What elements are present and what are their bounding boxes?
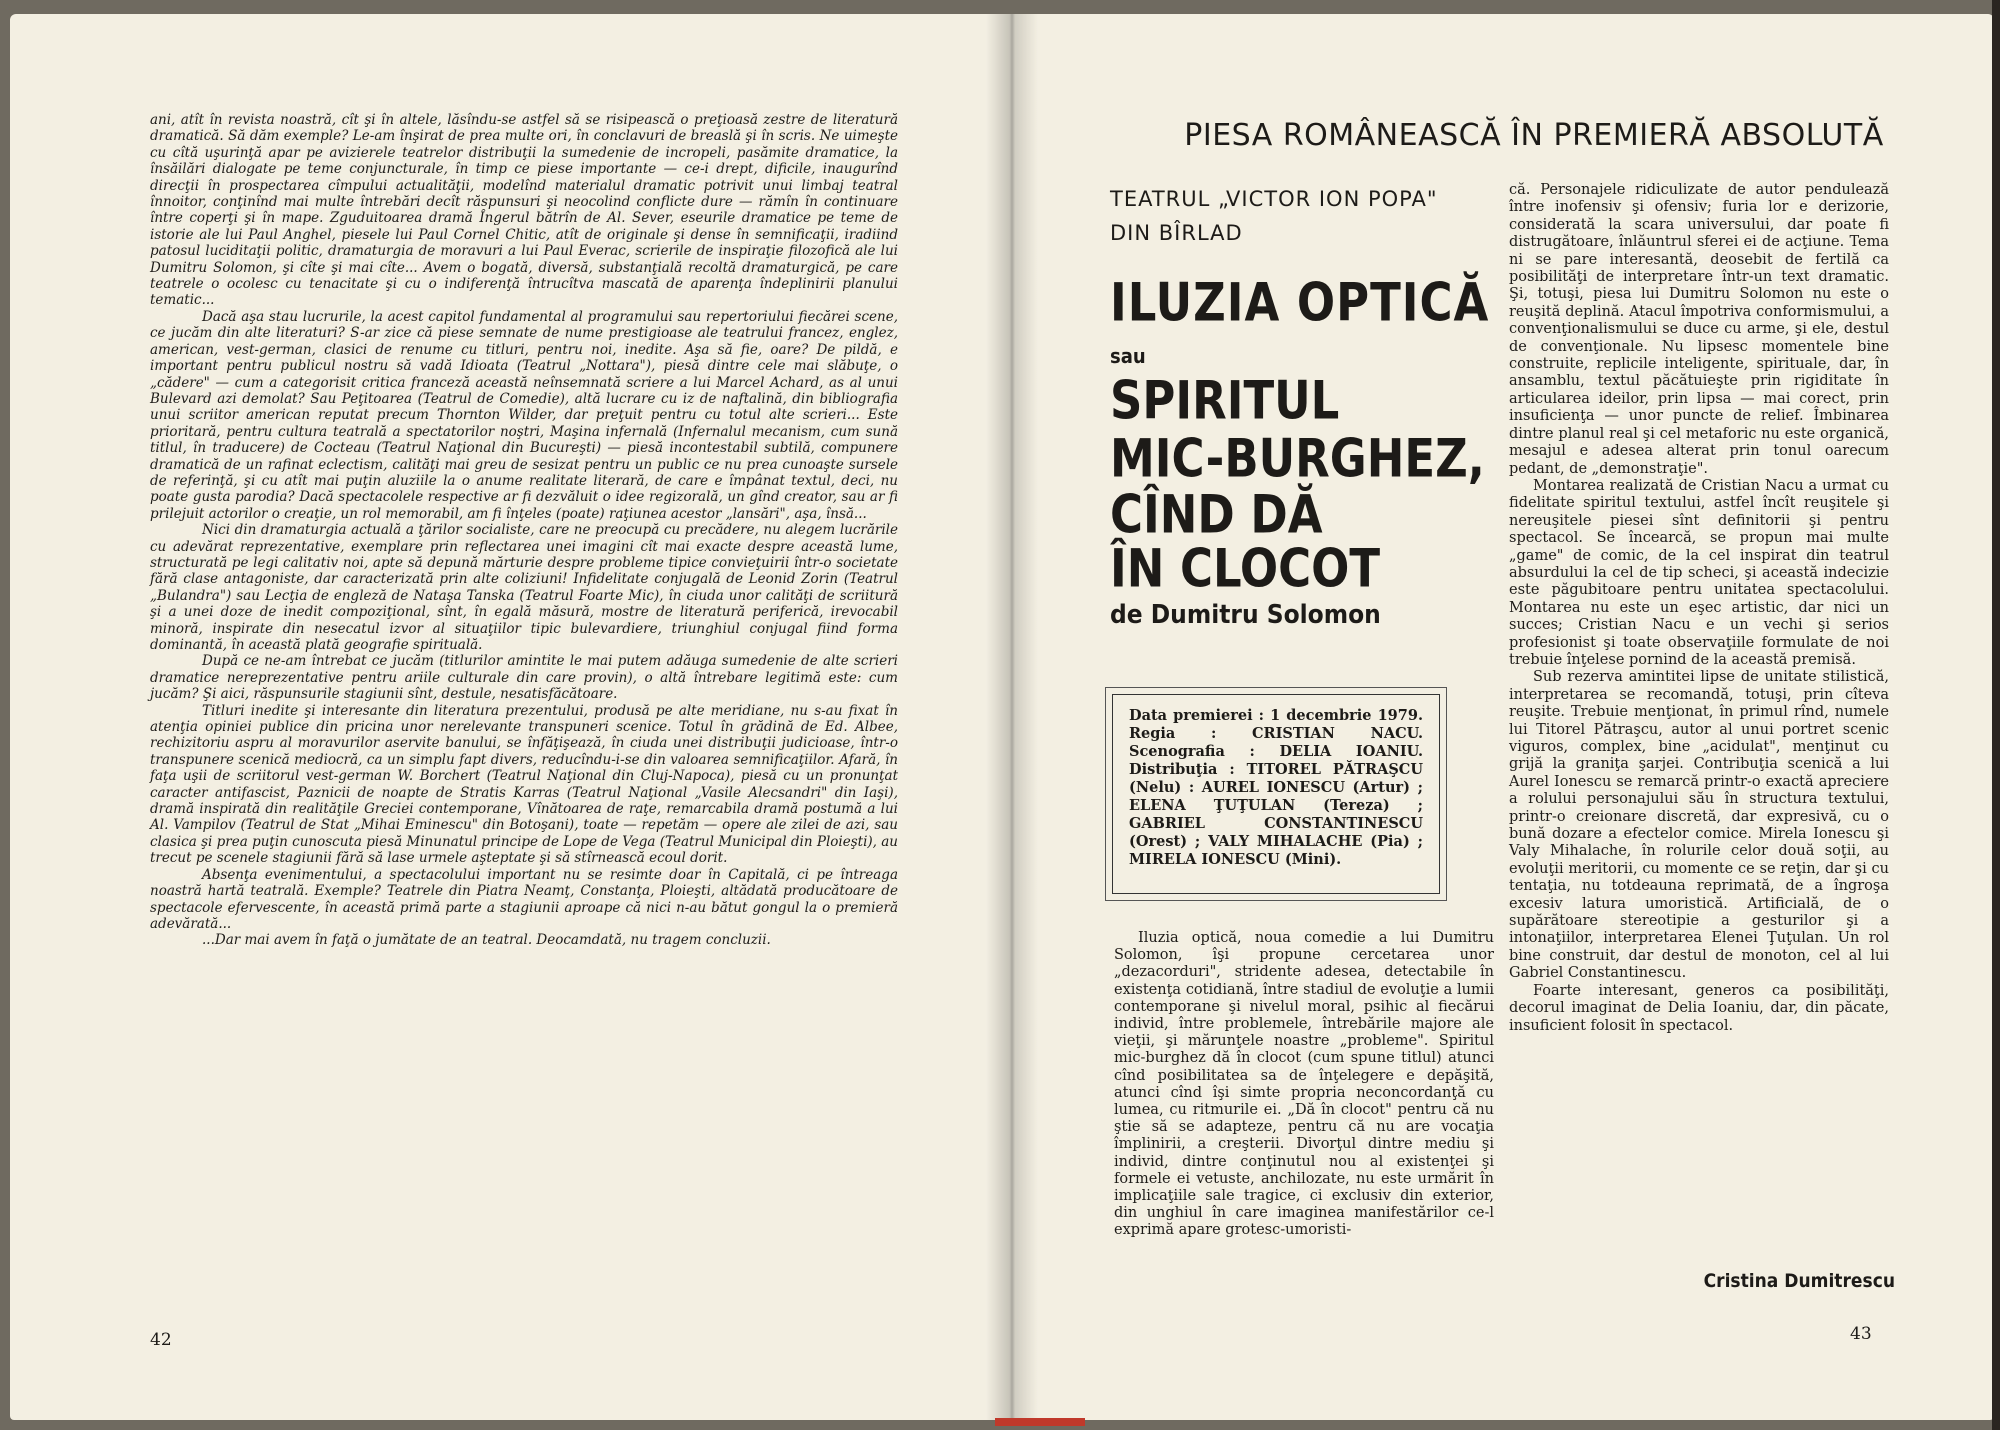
review-paragraph: Sub rezerva amintitei lipse de unitate stilistică, interpretarea se recomandă, totuşi, prin cîteva reuşite. Trebuie menţionat, în primul rînd, numele lui Titorel Pătraşcu, autor al unui portret scenic viguros, complex, bine „acidulat", menţinut cu grijă la graniţa şarjei. Contribuţia scenică a lui Aurel Ionescu se remarcă printr-o exactă apreciere a rolului personajului său în structura textului, printr-o creionare discretă, dar expresivă, cu o bună dozare a efectelor comice. Mirela Ionescu şi Valy Mihalache, în rolurile celor două soţii, au evoluţii meritorii, cu momente ce se reţin, dar şi cu tentaţia, nu totdeauna reprimată, de a îngroşa excesiv latura umoristică. Artificială, de o supărătoare stereotipie a gesturilor şi a intonaţiilor, interpretarea Elenei Ţuţulan. Un rol bine construit, dar destul de monoton, cel al lui Gabriel Constantinescu. (1509, 669, 1889, 982)
review-paragraph: că. Personajele ridiculizate de autor pendulează între inofensiv şi ofensiv; furia lor e derizorie, considerată la scara universului, dar poate fi distrugătoare, înlăuntrul sferei ei de acţiune. Tema ni se pare interesantă, deosebit de fertilă ca posibilităţi de interpretare într-un text dramatic. Şi, totuşi, piesa lui Dumitru Solomon nu este o reuşită deplină. Atacul împotriva conformismului, a convenţionalismului se duce cu arme, şi ele, destul de convenţionale. Nu lipsesc momentele bine construite, replicile inteligente, spirituale, dar, în ansamblu, textul păcătuieşte prin rigiditate în articularea ideilor, prin lipsa — mai corect, prin insuficienţa — unor puncte de relief. Îmbinarea dintre planul real şi cel metaforic nu este organică, mesajul e adesea alterat prin tonul oarecum pedant, de „demonstraţie". (1509, 182, 1889, 477)
review-author: Cristina Dumitrescu (1703, 1270, 1895, 1292)
review-column-right (1509, 182, 1889, 1035)
play-title-line: MIC-BURGHEZ, (1110, 428, 1485, 489)
credits-text: Data premierei : 1 decembrie 1979. Regia : CRISTIAN NACU. Scenografia : DELIA IOANIU. Distribuţia : TITOREL PĂTRAŞCU (Nelu) : AUREL IONESCU (Artur) ; ELENA ŢUŢULAN (Tereza) ; GABRIEL CONSTANTINESCU (Orest) ; VALY MIHALACHE (Pia) ; MIRELA IONESCU (Mini). (1129, 707, 1423, 868)
play-title-line: CÎND DĂ (1110, 484, 1323, 545)
review-column-middle (1114, 930, 1494, 1240)
page-number-left: 42 (150, 1330, 172, 1350)
section-heading: PIESA ROMÂNEASCĂ ÎN PREMIERĂ ABSOLUTĂ (1184, 118, 1884, 153)
left-paragraph: Nici din dramaturgia actuală a ţărilor socialiste, care ne preocupă cu precădere, nu alegem lucrările cu adevărat reprezentative, exemplare prin reflectarea unei imagini cît mai exacte despre această lume, structurată pe legi calitativ noi, apte să depună mărturie despre probleme tipice convieţuirii într-o societate fără clase antagoniste, dar caracterizată prin alte coliziuni! Infidelitate conjugală de Leonid Zorin (Teatrul „Bulandra") sau Lecţia de engleză de Nataşa Tanska (Teatrul Foarte Mic), în ciuda unor calităţi de scriitură şi a unei doze de inedit compoziţional, sînt, în egală măsură, mostre de literatură periferică, irevocabil minoră, inspirate din nesecatul izvor al situaţiilor tipic bulevardiere, triunghiul conjugal fiind forma dominantă, în această plată geografie spirituală. (150, 522, 898, 653)
page-edge (1992, 0, 2000, 1430)
right-page (1012, 14, 1994, 1420)
theatre-name (1110, 182, 1490, 250)
theatre-line: TEATRUL „VICTOR ION POPA" (1110, 187, 1438, 211)
review-paragraph: Montarea realizată de Cristian Nacu a urmat cu fidelitate spiritul textului, astfel încît reuşitele şi nereuşitele piesei sînt definitorii şi pentru spectacol. Se încearcă, se propun mai multe „game" de comic, de la cel inspirat din teatrul absurdului la cel de tip scheci, şi această indecizie este păgubitoare pentru unitatea spectacolului. Montarea nu este un eşec artistic, dar nici un succes; Cristian Nacu e un vechi şi serios profesionist şi toate observaţiile formulate de noi trebuie înţelese pornind de la această premisă. (1509, 477, 1889, 668)
review-paragraph: Foarte interesant, generos ca posibilităţi, decorul imaginat de Delia Ioaniu, dar, din păcate, insuficient folosit în spectacol. (1509, 982, 1889, 1034)
play-title-line: SPIRITUL (1110, 370, 1340, 431)
play-author-byline: de Dumitru Solomon (1110, 600, 1381, 630)
play-title-line: ÎN CLOCOT (1110, 538, 1381, 599)
book-gutter-shadow (986, 14, 1038, 1420)
left-article-column (150, 112, 898, 949)
theatre-line: DIN BÎRLAD (1110, 221, 1243, 245)
page-number-right: 43 (1850, 1324, 1872, 1344)
play-title-line: ILUZIA OPTICĂ (1110, 272, 1490, 333)
left-page (10, 14, 1012, 1420)
left-paragraph: Dacă aşa stau lucrurile, la acest capitol fundamental al programului sau repertoriului fiecărei scene, ce jucăm din alte literaturi? S-ar zice că piese semnate de nume prestigioase ale teatrului francez, englez, american, vest-german, clasici de renume cu titluri, pentru noi, inedite. Aşa să fie, oare? De pildă, e important pentru publicul nostru să vadă Idioata (Teatrul „Nottara"), piesă dintre cele mai slăbuţe, o „cădere" — cum a categorisit critica franceză această neînsemnată scriere a lui Marcel Achard, as al unui Bulevard azi demolat? Sau Peţitoarea (Teatrul de Comedie), altă lucrare cu iz de naftalină, din bibliografia unui scriitor american reputat precum Thornton Wilder, dar preţuit pentru cu totul alte scrieri... Este prioritară, pentru cultura teatrală a spectatorilor noştri, Maşina infernală (Infernalul mecanism, cum sună titlul, în traducere) de Cocteau (Teatrul Naţional din Bucureşti) — piesă incontestabil subtilă, compunere dramatică de un rafinat eclectism, calităţi mai greu de sesizat pentru un public ce nu prea cunoaşte sursele de referinţă, şi cu atît mai puţin aluziile la o anume realitate literară, de care e împânat textul, deci, nu poate gusta parodia? Dacă spectacolele respective ar fi dezvăluit o idee regizorală, un gînd creator, sau ar fi prilejuit actorilor o creaţie, un rol memorabil, am fi înţeles (poate) raţiunea acestor „lansări", aşa, însă... (150, 308, 898, 522)
left-paragraph: ...Dar mai avem în faţă o jumătate de an teatral. Deocamdată, nu tragem concluzii. (202, 932, 771, 949)
left-paragraph: Titluri inedite şi interesante din literatura prezentului, produsă pe alte meridiane, nu s-au fixat în atenţia opiniei publice din pricina unor nerelevante transpuneri scenice. Totul în grădină de Ed. Albee, rechizitoriu aspru al moravurilor aservite banului, se înfăţişează, în ciuda unei distribuţii judicioase, într-o transpunere scenică mediocră, ca un simplu fapt divers, reducîndu-i-se din valoarea semnificaţiilor. Afară, în faţa uşii de scriitorul vest-german W. Borchert (Teatrul Naţional din Cluj-Napoca), piesă cu un pronunţat caracter antifascist, Paznicii de noapte de Stratis Karras (Teatrul Naţional „Vasile Alecsandri" din Iaşi), dramă inspirată din realităţile Greciei contemporane, Vînătoarea de raţe, remarcabila dramă postumă a lui Al. Vampilov (Teatrul de Stat „Mihai Eminescu" din Botoşani), toate — repetăm — opere ale zilei de azi, sau clasica şi prea puţin cunoscuta piesă Minunatul principe de Lope de Vega (Teatrul Municipal din Ploieşti), au trecut pe scenele stagiunii fără să lase urmele aşteptate şi să stîrnească ecoul dorit. (150, 702, 898, 867)
left-paragraph: Absenţa evenimentului, a spectacolului important nu se resimte doar în Capitală, ci pe întreaga noastră hartă teatrală. Exemple? Teatrele din Piatra Neamţ, Constanţa, Ploieşti, altădată producătoare de spectacole efervescente, în această primă parte a stagiunii aproape că nici n-au bătut gongul la o premieră adevărată... (150, 866, 898, 932)
play-title-connector: sau (1110, 344, 1146, 368)
red-binding-mark (995, 1418, 1085, 1426)
left-paragraph: După ce ne-am întrebat ce jucăm (titlurilor amintite le mai putem adăuga sumedenie de alte scrieri dramatice nereprezentative pentru ariile culturale din care provin), o altă întrebare legitimă este: cum jucăm? Şi aici, răspunsurile stagiunii sînt, destule, nesatisfăcătoare. (150, 653, 898, 703)
review-paragraph: Iluzia optică, noua comedie a lui Dumitru Solomon, îşi propune cercetarea unor „dezacorduri", stridente adesea, detectabile în existenţa cotidiană, între stadiul de evoluţie a lumii contemporane şi nivelul moral, psihic al fiecărui individ, între problemele, întrebările majore ale vieţii, şi mărunţele noastre „probleme". Spiritul mic-burghez dă în clocot (cum spune titlul) atunci cînd posibilitatea sa de înţelegere e depăşită, atunci cînd îşi simte propria neconcordanţă cu lumea, cu ritmurile ei. „Dă în clocot" pentru că nu ştie să se adapteze, pentru că nu are vocaţia împlinirii, a creşterii. Divorţul dintre mediu şi individ, dintre conţinutul nou al existenţei şi formele ei vetuste, anchilozate, nu este urmărit în implicaţiile sale tragice, ci exclusiv din exterior, din unghiul în care imaginea manifestărilor ce-l exprimă apare grotesc-umoristi- (1114, 930, 1494, 1239)
left-paragraph: ani, atît în revista noastră, cît şi în altele, lăsîndu-se astfel să se risipească o preţioasă zestre de literatură dramatică. Să dăm exemple? Le-am înşirat de prea multe ori, în conclavuri de breaslă şi în scris. Ne uimeşte cu cîtă uşurinţă apar pe avizierele teatrelor distribuţii la sumedenie de incropeli, pasămite dramatice, la însăilări dialogate pe teme conjuncturale, în timp ce piese importante — ce-i drept, dificile, inaugurînd direcţii în prospectarea cîmpului actualităţii, modelînd materialul dramatic potrivit unui limbaj teatral înnoitor, conţinînd mai multe întrebări decît răspunsuri şi neocolind conflicte dure — rămîn în continuare între coperţi şi în mape. Zguduitoarea dramă Îngerul bătrîn de Al. Sever, eseurile dramatice pe teme de istorie ale lui Paul Anghel, piesele lui Paul Cornel Chitic, atît de originale şi dense în semnificaţii, iradiind patosul luciditaţii politic, dramaturgia de moravuri a lui Paul Everac, scrierile de inspiraţie filozofică ale lui Dumitru Solomon, şi cîte şi mai cîte... Avem o bogată, diversă, substanţială recoltă dramaturgică, pe care teatrele o ocolesc cu tenacitate şi cu o indiferenţă întrucîtva mascată de aparenţa îndeplinirii planului tematic... (150, 112, 898, 309)
credits-box (1112, 694, 1440, 894)
